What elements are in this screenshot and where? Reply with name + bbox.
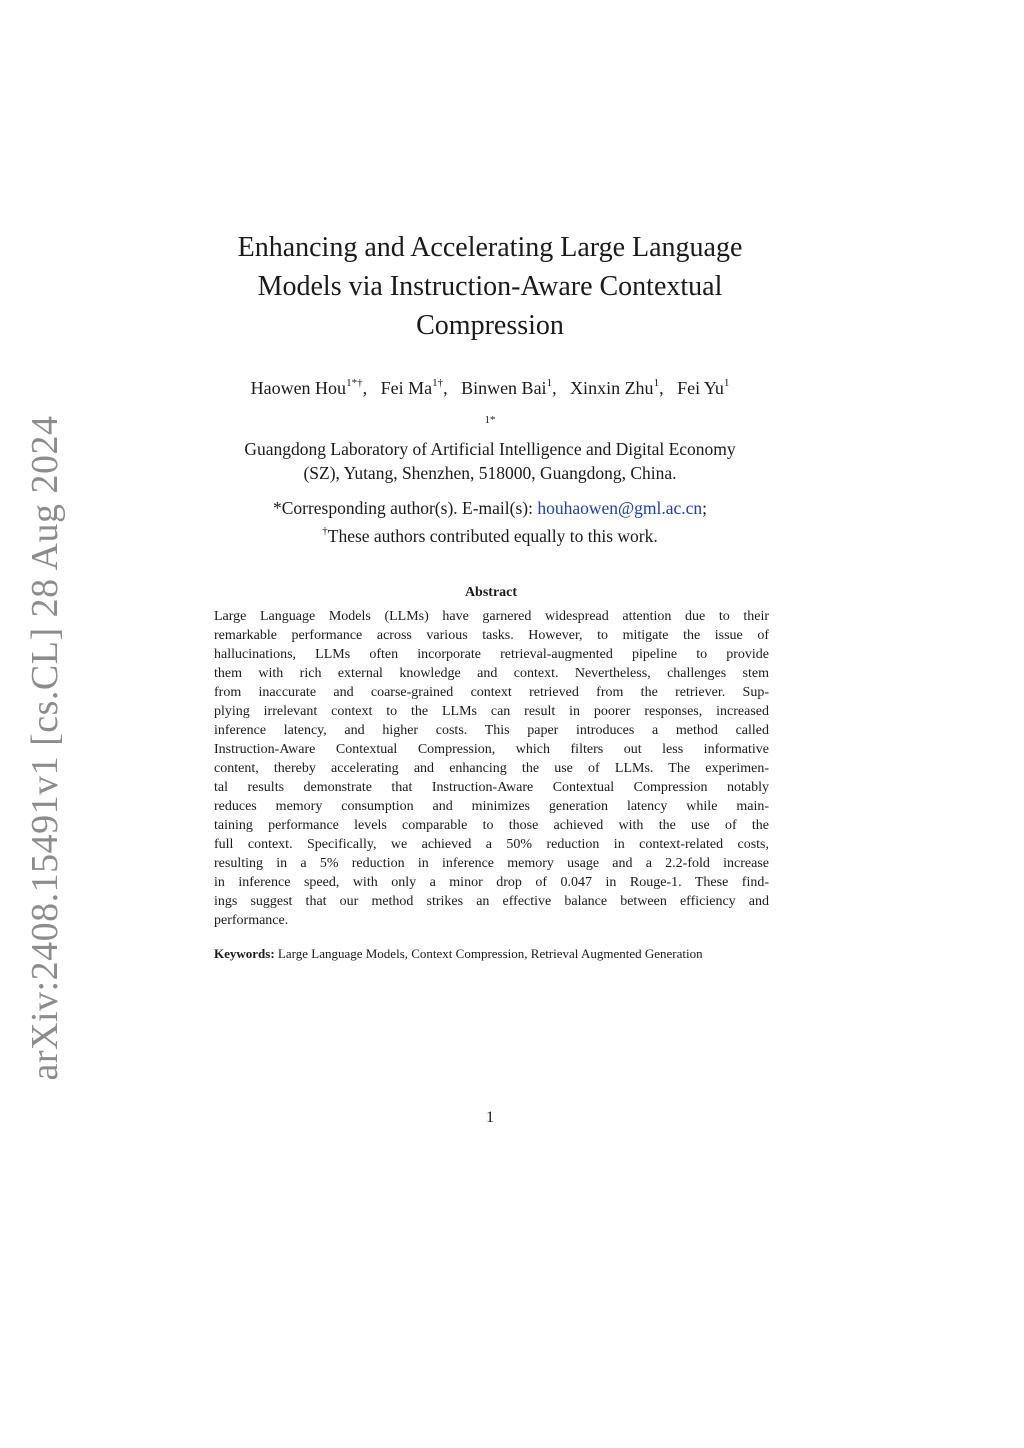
author-name: Binwen Bai [461, 378, 547, 398]
abstract-line: Large Language Models (LLMs) have garnered widespread attention due to their [214, 609, 769, 624]
corresponding-prefix: *Corresponding author(s). E-mail(s): [272, 498, 538, 518]
affiliation-line [190, 409, 790, 461]
author [381, 378, 444, 398]
abstract-line: them with rich external knowledge and context. Nevertheless, challenges stem [214, 666, 769, 681]
author-affiliation-marks: 1*† [346, 377, 363, 389]
author-affiliation-marks: 1 [653, 377, 660, 389]
abstract-line: in inference speed, with only a minor drop of 0.047 in Rouge-1. These find- [214, 875, 769, 890]
author-affiliation-marks: 1† [432, 377, 444, 389]
author-separator: , [362, 378, 368, 398]
email-link[interactable]: houhaowen@gml.ac.cn [537, 498, 703, 518]
abstract-line: remarkable performance across various tasks. However, to mitigate the issue of [214, 628, 769, 643]
keywords [214, 945, 769, 962]
abstract-line: Instruction-Aware Contextual Compression, which filters out less informative [214, 742, 769, 757]
abstract-line: reduces memory consumption and minimizes generation latency while main- [214, 799, 769, 814]
author [461, 378, 552, 398]
author [251, 378, 363, 398]
title-line: Compression [416, 310, 564, 341]
abstract-body [214, 607, 769, 930]
abstract-line: resulting in a 5% reduction in inference memory usage and a 2.2-fold increase [214, 856, 769, 871]
author-name: Fei Ma [380, 378, 433, 398]
abstract-line: full context. Specifically, we achieved a 50% reduction in context-related costs, [214, 837, 769, 852]
corresponding-author-note [190, 496, 790, 520]
abstract-line: from inaccurate and coarse-grained context retrieved from the retriever. Sup- [214, 685, 769, 700]
abstract-line: ings suggest that our method strikes an effective balance between efficiency and [214, 894, 769, 909]
affiliation-marker: 1* [484, 414, 496, 426]
author-affiliation-marks: 1 [546, 377, 553, 389]
author [677, 378, 729, 398]
abstract-line: performance. [214, 913, 289, 928]
author-separator: , [659, 378, 664, 398]
author-name: Xinxin Zhu [570, 378, 654, 398]
abstract-heading: Abstract [464, 585, 518, 600]
affiliation-line: (SZ), Yutang, Shenzhen, 518000, Guangdong, China. [303, 462, 677, 483]
abstract-line: taining performance levels comparable to those achieved with the use of the [214, 818, 769, 833]
equal-contribution-text: These authors contributed equally to this work. [327, 525, 658, 546]
keywords-text: Large Language Models, Context Compression, Retrieval Augmented Generation [274, 946, 703, 961]
equal-contribution-note [190, 520, 790, 548]
author-name: Fei Yu [677, 378, 724, 398]
title-line: Models via Instruction-Aware Contextual [257, 271, 723, 302]
affiliation-text: Guangdong Laboratory of Artificial Intelligence and Digital Economy [244, 438, 736, 459]
keywords-label: Keywords: [214, 946, 275, 961]
abstract-line: inference latency, and higher costs. This paper introduces a method called [214, 723, 769, 738]
arxiv-identifier-stamp: arXiv:2408.15491v1 [cs.CL] 28 Aug 2024 [24, 415, 66, 1081]
author-name: Haowen Hou [250, 378, 347, 398]
equal-contribution-marker: † [322, 525, 328, 537]
title-line: Enhancing and Accelerating Large Language [237, 232, 743, 263]
page-number: 1 [486, 1109, 494, 1126]
abstract-line: tal results demonstrate that Instruction-Aware Contextual Compression notably [214, 780, 769, 795]
abstract-line: hallucinations, LLMs often incorporate retrieval-augmented pipeline to provide [214, 647, 769, 662]
affiliation [190, 409, 790, 485]
author-list [140, 372, 840, 400]
author-separator: , [552, 378, 557, 398]
paper-title [200, 228, 780, 345]
author-affiliation-marks: 1 [723, 377, 730, 389]
abstract-line: plying irrelevant context to the LLMs can result in poorer responses, increased [214, 704, 769, 719]
abstract-line: content, thereby accelerating and enhancing the use of LLMs. The experimen- [214, 761, 769, 776]
author [570, 378, 659, 398]
author-separator: , [443, 378, 448, 398]
corresponding-suffix: ; [702, 498, 708, 518]
author-notes [190, 496, 790, 548]
